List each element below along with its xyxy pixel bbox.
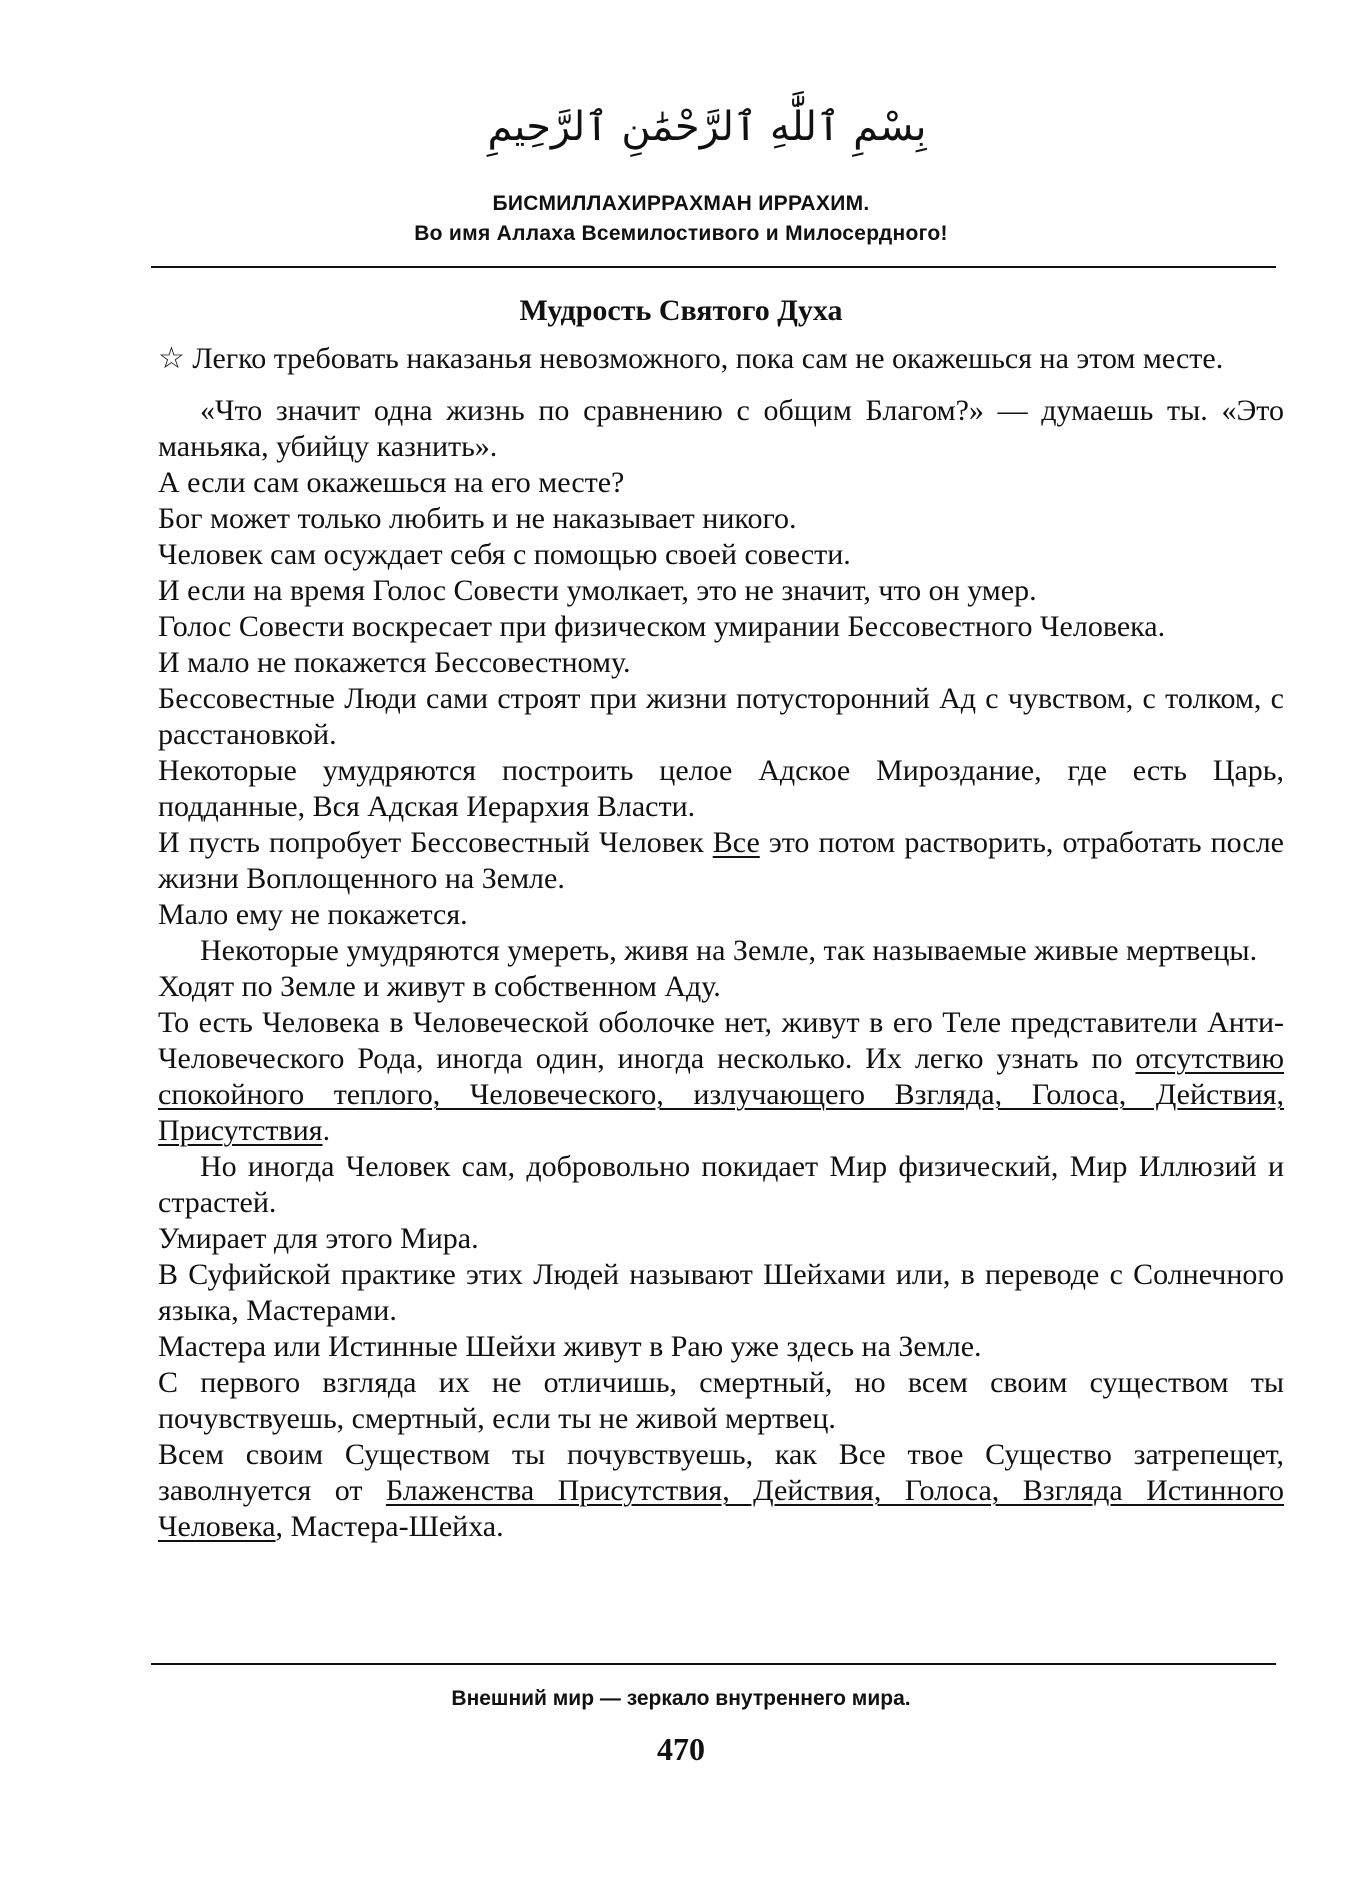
paragraph <box>158 1005 1284 1149</box>
calligraphy-text: بِسْمِ ٱللَّٰهِ ٱلرَّحْمَٰنِ ٱلرَّحِيمِ <box>487 104 927 150</box>
paragraph: А если сам окажешься на его месте? <box>158 466 625 499</box>
paragraph: Мастера или Истинные Шейхи живут в Раю уже здесь на Земле. <box>158 1330 982 1363</box>
paragraph: Некоторые умудряются построить целое Адское Мироздание, где есть Царь, подданные, Вся Адская Иерархия Власти. <box>158 754 1284 823</box>
paragraph: Голос Совести воскресает при физическом умирании Бессовестного Человека. <box>158 610 1166 643</box>
footer-motto: Внешний мир — зеркало внутреннего мира. <box>451 1687 911 1710</box>
paragraph: Ходят по Земле и живут в собственном Аду. <box>158 970 721 1003</box>
paragraph <box>158 825 1284 897</box>
paragraph: «Что значит одна жизнь по сравнению с общим Благом?» — думаешь ты. «Это маньяка, убийцу казнить». <box>158 394 1284 463</box>
header-transliteration: БИСМИЛЛАХИРРАХМАН ИРРАХИМ. <box>492 192 870 215</box>
underlined-text: Блаженства Присутствия, Действия, Голоса, Взгляда Истинного Человека <box>158 1474 1284 1543</box>
underlined-text: отсутствию спокойного теплого, Человеческого, излучающего Взгляда, Голоса, Действия, Присутствия <box>158 1042 1284 1147</box>
paragraph: ☆ Легко требовать наказанья невозможного, пока сам не окажешься на этом месте. <box>158 342 1224 375</box>
header-translation: Во имя Аллаха Всемилостивого и Милосердного! <box>414 222 948 245</box>
paragraph: Но иногда Человек сам, добровольно покидает Мир физический, Мир Иллюзий и страстей. <box>158 1150 1284 1219</box>
header-divider <box>151 266 1276 268</box>
paragraph: И мало не покажется Бессовестному. <box>158 646 631 679</box>
section-title: Мудрость Святого Духа <box>519 294 843 327</box>
bismillah-calligraphy <box>487 78 927 178</box>
text-span: То есть Человека в Человеческой оболочке нет, живут в его Теле представители Анти-Человеческого Рода, иногда один, иногда несколько. Их легко узнать по <box>158 1006 1284 1075</box>
text-span: Всем своим Существом ты почувствуешь, как Все твое Существо затрепещет, заволнуется от <box>158 1438 1284 1507</box>
paragraph: Некоторые умудряются умереть, живя на Земле, так называемые живые мертвецы. <box>200 934 1258 967</box>
text-span: И пусть попробует Бессовестный Человек <box>158 826 713 859</box>
paragraph: Мало ему не покажется. <box>158 898 468 931</box>
text-span: это потом растворить, отработать после жизни Воплощенного на Земле. <box>158 826 1284 895</box>
text-span: , Мастера-Шейха. <box>275 1510 504 1543</box>
paragraph: С первого взгляда их не отличишь, смертный, но всем своим существом ты почувствуешь, смертный, если ты не живой мертвец. <box>158 1366 1284 1435</box>
paragraph <box>158 1437 1284 1545</box>
paragraph: Бог может только любить и не наказывает никого. <box>158 502 797 535</box>
paragraph: Человек сам осуждает себя с помощью своей совести. <box>158 538 851 571</box>
underlined-text: Все <box>712 826 760 859</box>
paragraph: Бессовестные Люди сами строят при жизни потусторонний Ад с чувством, с толком, с расстановкой. <box>158 682 1284 751</box>
paragraph: И если на время Голос Совести умолкает, это не значит, что он умер. <box>158 574 1037 607</box>
paragraph: Умирает для этого Мира. <box>158 1222 479 1255</box>
paragraph: В Суфийской практике этих Людей называют Шейхами или, в переводе с Солнечного языка, Мастерами. <box>158 1258 1284 1327</box>
page-number: 470 <box>657 1731 705 1767</box>
text-span: . <box>322 1114 331 1147</box>
footer-divider <box>151 1663 1276 1665</box>
body-text <box>158 341 1284 1545</box>
